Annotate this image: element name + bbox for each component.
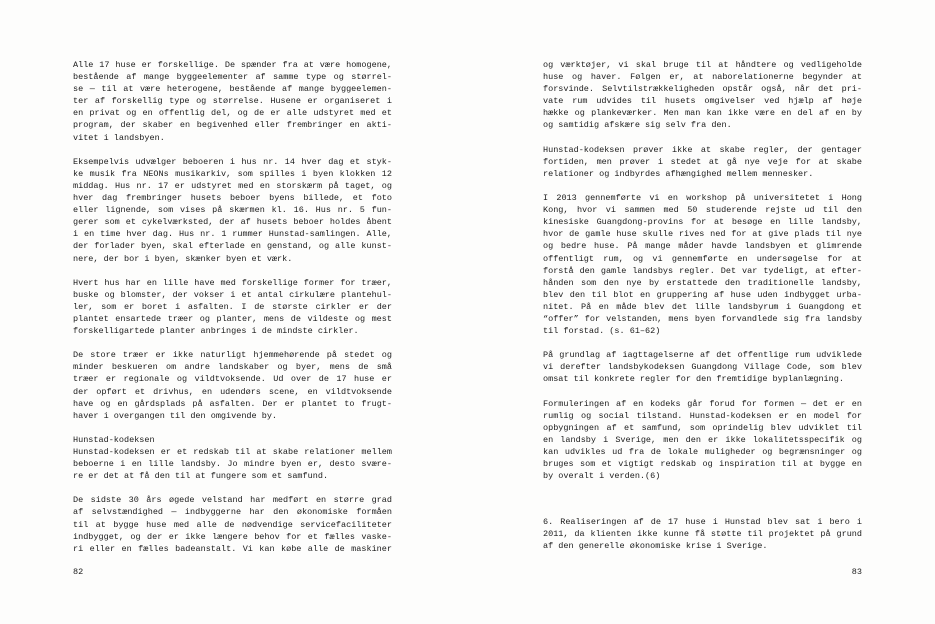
text-line: hånden som den nye by erstattede den traditionelle landsby, <box>543 277 862 288</box>
text-line: relationer og indbyrdes afhængighed mellem mennesker. <box>543 168 814 179</box>
text-line: Eksempelvis udvælger beboeren i hus nr. 14 hver dag et styk- <box>73 156 392 167</box>
paragraph <box>543 349 862 385</box>
text-line: ter af forskellig type og størrelse. Husene er organiseret i <box>73 96 392 107</box>
text-line: til forstad. (s. 61–62) <box>543 326 661 337</box>
text-line: buske og blomster, der vokser i et antal cirkulære plantehul- <box>73 289 392 300</box>
text-line: en landsby i Sverige, men den er ikke lokalitetsspecifik og <box>543 434 862 445</box>
text-line: ler, som er boret i asfalten. I de største cirkler er der <box>73 301 392 312</box>
text-line: og værktøjer, vi skal bruge til at håndtere og vedligeholde <box>543 60 862 70</box>
text-line: indbygget, og der er ikke længere behov for et fælles vaske- <box>73 531 392 542</box>
text-line: der opført et drivhus, en udendørs scene, en vildtvoksende <box>73 386 392 397</box>
text-line: haver i overgangen til den omgivende by. <box>73 410 278 421</box>
text-line: middag. Hus nr. 17 er udstyret med en storskærm på taget, og <box>73 180 392 191</box>
text-line: hvor de gamle huse skulle rives ned for at give plads til nye <box>543 229 862 240</box>
text-line: af den generelle økonomiske krise i Sverige. <box>543 541 768 552</box>
text-line: re er det at få den til at fungere som et samfund. <box>73 471 329 482</box>
footnote <box>543 516 862 552</box>
text-line: by overalt i verden.(6) <box>543 471 661 482</box>
text-line: huse og haver. Følgen er, at naborelationerne begynder at <box>543 72 862 83</box>
text-line: program, der skaber en begivenhed eller frembringer en akti- <box>73 120 392 131</box>
text-line: offentligt rum, og vi gennemførte en undersøgelse for at <box>543 253 862 264</box>
paragraph <box>73 494 392 554</box>
text-line: “offer” for velstanden, mens byen forvandlede sig fra landsby <box>543 313 862 324</box>
text-line: fortiden, men prøver i stedet at gå nye veje for at skabe <box>543 156 862 167</box>
text-line: en privat og en offentlig del, og de er alle udstyret med et <box>73 108 392 119</box>
paragraph <box>73 59 392 144</box>
paragraph <box>73 446 392 482</box>
text-line: plantet ensartede træer og planter, mens de vildeste og mest <box>73 313 392 324</box>
text-line: kinesiske Guangdong-provins for at besøge en lille landsby, <box>543 217 862 228</box>
text-line: Hvert hus har en lille have med forskellige former for træer, <box>73 277 392 288</box>
text-line: opbygningen af et samfund, som oprindelig blev udviklet til <box>543 422 862 433</box>
text-line: og bedre huse. På mange måder havde landsbyen et glimrende <box>543 241 862 252</box>
text-line: se — til at være heterogene, bestående af mange byggeelemen- <box>73 84 392 95</box>
text-line: vitet i landsbyen. <box>73 132 165 143</box>
text-line: forskelligartede planter anbringes i de mindste cirkler. <box>73 326 359 337</box>
text-line: nitet. På en måde blev det lille landsbyrum i Guangdong et <box>543 301 862 312</box>
paragraph <box>73 349 392 422</box>
page-83-text-column <box>543 59 862 553</box>
text-line: vi derefter landsbykodeksen Guangdong Village Code, som blev <box>543 362 862 373</box>
text-line: have og en gårdsplads på asfalten. Der er plantet to frugt- <box>73 398 392 409</box>
text-line: nere, der bor i byen, skænker byen et værk. <box>73 253 293 264</box>
text-line: hver dag frembringer husets beboer byens billede, et foto <box>73 193 392 204</box>
text-line: Hunstad-kodeksen prøver ikke at skabe regler, der gentager <box>543 144 862 155</box>
text-line: Hunstad-kodeksen <box>73 434 155 445</box>
text-line: der forlader byen, skal efterlade en genstand, og alle kunst- <box>73 241 392 252</box>
page-number-left: 82 <box>73 567 84 577</box>
text-line: bestående af mange byggeelementer af samme type og størrel- <box>73 72 392 83</box>
text-line: ri eller en fælles badeanstalt. Vi kan købe alle de maskiner <box>73 543 392 554</box>
text-line: rumlig og social tilstand. Hunstad-kodeksen er en model for <box>543 410 862 421</box>
text-line: De sidste 30 års øgede velstand har medført en større grad <box>73 495 392 506</box>
text-line: kan udvikles ud fra de lokale muligheder og begrænsninger og <box>543 447 862 457</box>
text-line: beboerne i en lille landsby. Jo mindre byen er, desto svære- <box>73 459 392 470</box>
paragraph <box>543 144 862 180</box>
text-line: I 2013 gennemførte vi en workshop på universitetet i Hong <box>543 193 862 204</box>
paragraph <box>73 277 392 337</box>
text-line: omsat til konkrete regler for den fremtidige byplanlægning. <box>543 374 844 385</box>
text-line: i en time hver dag. Hus nr. 1 rummer Hunstad-samlingen. Alle, <box>73 229 392 240</box>
text-line: De store træer er ikke naturligt hjemmehørende på stedet og <box>73 350 392 361</box>
section-heading <box>73 434 392 446</box>
text-line: træer er regionale og vildtvoksende. Ud over de 17 huse er <box>73 374 392 385</box>
text-line: forstå den gamle landsbys regler. Det var tydeligt, at efter- <box>543 265 862 276</box>
paragraph <box>543 192 862 337</box>
text-line: ke musik fra NEONs musikarkiv, som spilles i byen klokken 12 <box>73 168 392 179</box>
text-line: til at bygge huse med alle de nødvendige servicefaciliteter <box>73 519 392 530</box>
text-line: Kong, hvor vi sammen med 50 studerende rejste ud til den <box>543 205 862 216</box>
paragraph <box>543 398 862 483</box>
text-line: vate rum udvides til husets omgivelser ved hjælp af høje <box>543 96 862 107</box>
page-82-text-column <box>73 59 392 555</box>
text-line: eller lignende, som vises på skærmen kl. 16. Hus nr. 5 fun- <box>73 205 392 216</box>
paragraph <box>543 59 862 132</box>
text-line: gerer som et cykelværksted, der af husets beboer holdes åbent <box>73 217 392 228</box>
text-line: 2011, da klienten ikke kunne få støtte til projektet på grund <box>543 529 862 540</box>
page-number-right: 83 <box>851 567 862 577</box>
text-line: minder beskueren om andre landskaber og byer, mens de små <box>73 362 392 373</box>
text-line: blev den til blot en gruppering af huse uden indbygget urba- <box>543 289 862 300</box>
text-line: 6. Realiseringen af de 17 huse i Hunstad blev sat i bero i <box>543 517 862 528</box>
text-line: På grundlag af iagttagelserne af det offentlige rum udviklede <box>543 350 862 361</box>
text-line: forsvinde. Selvtilstrækkeligheden opstår også, når det pri- <box>543 84 862 95</box>
paragraph <box>73 156 392 265</box>
text-line: Hunstad-kodeksen er et redskab til at skabe relationer mellem <box>73 447 392 457</box>
text-line: Formuleringen af en kodeks går forud for formen — det er en <box>543 398 862 409</box>
text-line: hække og plankeværker. Men man kan ikke være en del af en by <box>543 108 862 119</box>
text-line: og samtidig afskære sig selv fra den. <box>543 120 732 131</box>
text-line: bruges som et vigtigt redskab og inspiration til at bygge en <box>543 459 862 470</box>
text-line: Alle 17 huse er forskellige. De spænder fra at være homogene, <box>73 60 392 70</box>
text-line: af selvstændighed — indbyggerne har den økonomiske formåen <box>73 507 392 518</box>
